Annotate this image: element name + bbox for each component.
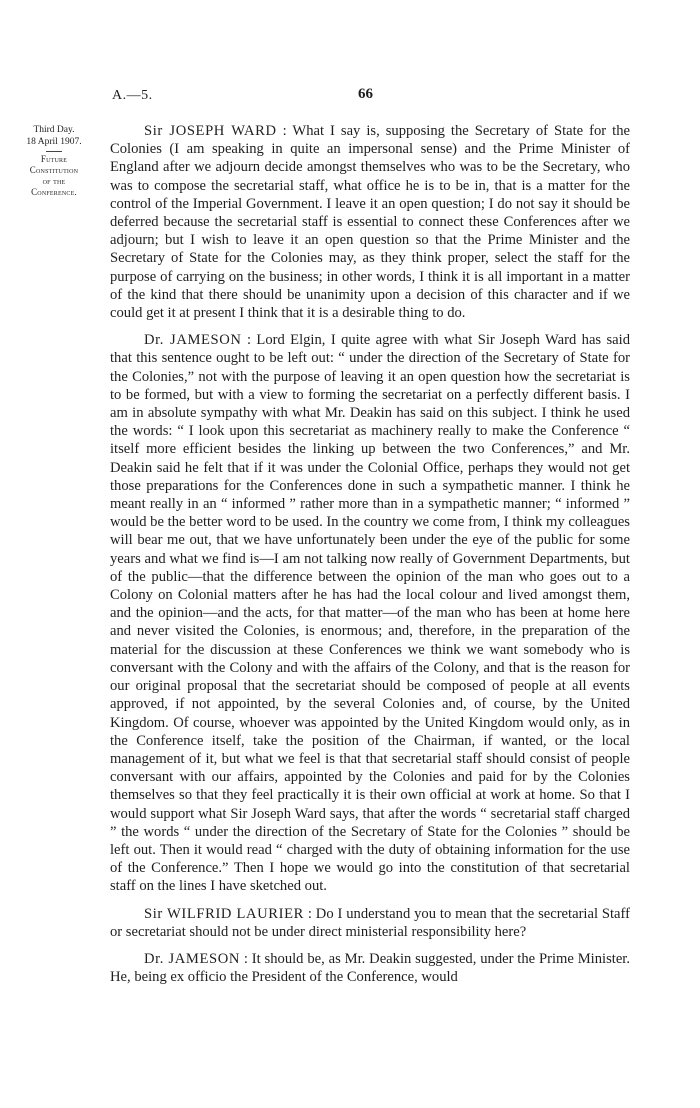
speaker-name: Sir WILFRID LAURIER [144, 905, 304, 922]
margin-note [14, 124, 94, 198]
margin-note-section-3: of the [42, 176, 66, 186]
speaker-name: Sir JOSEPH WARD [144, 123, 277, 139]
paragraph-text: : Lord Elgin, I quite agree with what Sir Joseph Ward has said that this sentence ought to be left out: “ under the direction of the Secretary of State for the Colonies,” not with the purpose of leaving it an open question how the secretariat is to be formed, but with a view to forming the secretariat on a perfectly different basis. I am in absolute sympathy with what Mr. Deakin has said on this subject. I think he used the words: “ I look upon this secretariat as machinery really to make the Conference “ itself more efficient besides the linking up between the two Conferences,” and Mr. Deakin said he felt that if it was under the Colonial Office, perhaps they would not get those preparations for the Conferences done in such a sympathetic manner. I think he meant really in an “ informed ” rather more than in a sympathetic manner; “ informed ” would be the better word to be used. In the country we come from, I think my colleagues will bear me out, that we have unfortunately been under the eye of the public for some years and what we find is—I am not talking now really of Government Departments, but of the public—that the difference between the opinion of the man who goes out to a Colony on Colonial matters after he has had the local colour and lived amongst them, and the opinion—and the acts, for that matter—of the man who has been at home here and never visited the Colonies, is enormous; and, therefore, in the preparation of the material for the discussion at these Conferences we think we want somebody who is conversant with the Colony and with the affairs of the Colony, and that is the reason for our original proposal that the secretariat should be composed of people at all events approved, if not appointed, by the several Colonies and, of course, by the United Kingdom. Of course, whoever was appointed by the United Kingdom would only, as in the Conference itself, take the position of the Chairman, if wanted, or the local management of it, but what we feel is that that secretarial staff should consist of people conversant with our affairs, appointed by the Colonies and paid for by the Colonies themselves so that they feel practically it is their own official at work at home. So that I would support what Sir Joseph Ward says, that after the words “ secretarial staff charged ” the words “ under the direction of the Secretary of State for the Colonies ” should be left out. Then it would read “ charged with the duty of obtaining information for the use of the Conference.” Then I hope we would go into the constitution of that secretarial staff on the lines I have sketched out. [110, 332, 631, 895]
page-number: 66 [358, 86, 373, 102]
margin-note-section-2: Constitution [29, 165, 79, 175]
margin-note-date: 18 April 1907. [26, 137, 82, 147]
margin-note-section-4: Conference. [31, 187, 77, 197]
speaker-name: Dr. JAMESON [144, 950, 241, 967]
paragraph-laurier [110, 905, 630, 941]
margin-note-day: Third Day. [33, 125, 75, 135]
speaker-name: Dr. JAMESON [144, 332, 242, 349]
paragraph-text: : It should be, as Mr. Deakin suggested, under the Prime Minister. He, being ex officio the President of the Conference, would [110, 950, 631, 986]
paragraph-jameson-2 [110, 950, 630, 986]
margin-note-section-1: Future [40, 154, 68, 164]
margin-note-divider [46, 151, 62, 152]
paragraph-ward [110, 122, 630, 322]
paragraph-jameson [110, 331, 630, 895]
paragraph-text: : What I say is, supposing the Secretary of State for the Colonies (I am speaking in quite an impersonal sense) and the Prime Minister of England after we adjourn decide amongst themselves who was to be the Secretary, who was to compose the secretarial staff, what office he is to be in, that is a matter for the control of the Imperial Government. I leave it an open question; I do not say it should be deferred because the secretarial staff is essential to connect these Conferences after we adjourn; but I wish to leave it an open question so that the Prime Minister and the Secretary of State for the Colonies may, as they think proper, select the staff for the purpose of carrying on the business; in other words, I think it is all important in a matter of the kind that there should be unanimity upon a decision of this character and if we could get it at present I think that it is a desirable thing to do. [110, 123, 630, 322]
body-text [110, 122, 630, 995]
running-header-ref: A.—5. [112, 88, 153, 103]
paragraph-text: : Do I understand you to mean that the secretarial Staff or secretariat should not be under direct ministerial responsibility here? [110, 905, 630, 940]
